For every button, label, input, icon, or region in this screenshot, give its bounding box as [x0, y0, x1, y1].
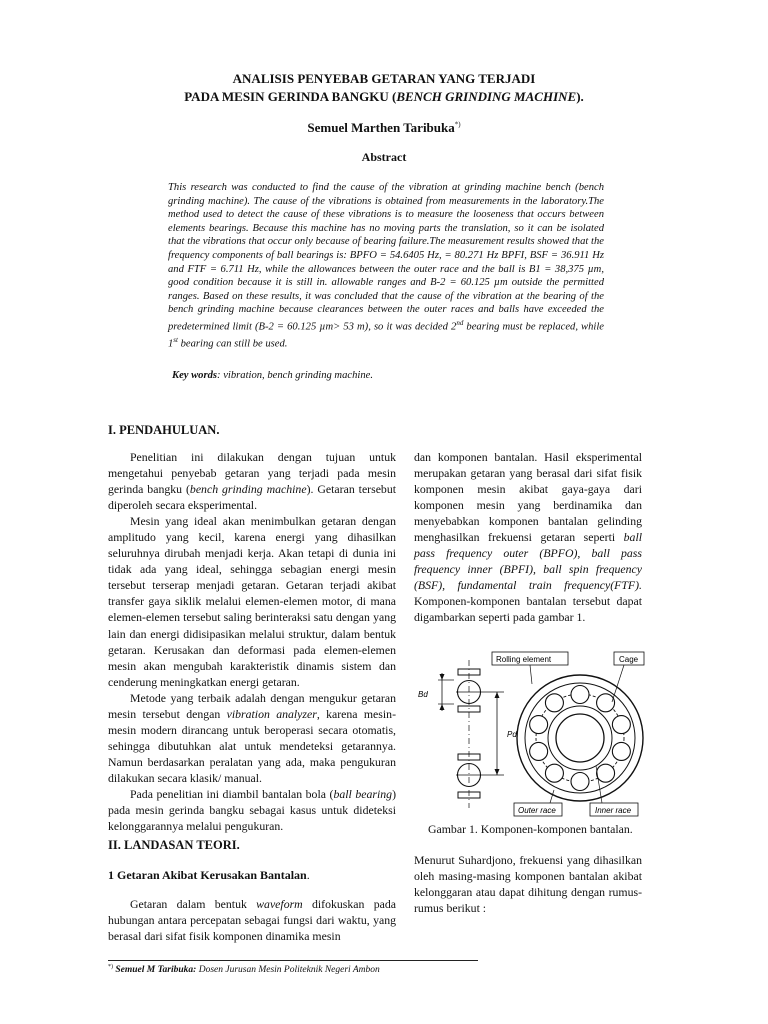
footnote-affiliation: Dosen Jurusan Mesin Politeknik Negeri Ambon: [196, 965, 380, 976]
title-line-1: ANALISIS PENYEBAB GETARAN YANG TERJADI: [232, 71, 536, 86]
paragraph: Penelitian ini dilakukan dengan tujuan untuk mengetahui penyebab getaran yang terjadi pada mesin gerinda bangku (bench grinding machine). Getaran tersebut diperoleh secara eksperimental.: [108, 450, 397, 513]
footnote-rule: [108, 960, 478, 961]
figure-caption: Gambar 1. Komponen-komponen bantalan.: [428, 822, 633, 836]
inner-race-outer-edge: [548, 706, 612, 770]
right-column-body-2: [414, 852, 642, 916]
left-column-body-2: [108, 896, 396, 944]
title-line-2: PADA MESIN GERINDA BANGKU (BENCH GRINDING MACHINE).: [184, 89, 584, 104]
rolling-element-label: Rolling element: [496, 655, 552, 664]
paragraph: Getaran dalam bentuk waveform difokuskan pada hubungan antara percepatan sebagai fungsi dari waktu, yang berasal dari sifat fisik komponen dinamika mesin: [108, 897, 396, 944]
rolling-element-ball: [530, 742, 548, 760]
abstract-text: This research was conducted to find the cause of the vibration at grinding machine bench (bench grinding machine). The cause of the vibrations is obtained from measurements in the laboratory.The method used to detect the cause of these vibrations is to measure the looseness that occurs between elements bearings. Because this machine has no moving parts the translation, so it can be isolated that the vibrations that occur only because of bearing failure.The measurement results showed that the frequency components of ball bearings is: BPFO = 54.6405 Hz, = 80.271 Hz BPFI, BSF = 36.911 Hz and FTF = 6.711 Hz, while the allowances between the outer race and the ball is B1 = 38,375 µm, good condition because it is still in. allowable ranges and B-2 = 60.125 µm outside the permitted ranges. Based on these results, it was concluded that the cause of the vibration at the bearing of the bench grinding machine because clearances between the outer races and balls have exceeded the predetermined limit (B-2 = 60.125 µm> 53 m), so it was decided 2nd bearing must be replaced, while 1st bearing can still be used.: [168, 182, 605, 350]
right-column-body: [414, 449, 642, 626]
author-name: Semuel Marthen Taribuka: [307, 120, 455, 135]
rolling-element-ball: [597, 764, 615, 782]
left-column-body: [108, 449, 396, 834]
rolling-elements: [530, 686, 631, 791]
paragraph: Menurut Suhardjono, frekuensi yang dihasilkan oleh masing-masing komponen bantalan akibat kelonggaran atau dapat dihitung dengan rumus-rumus berikut :: [414, 853, 642, 916]
keywords-text: : vibration, bench grinding machine.: [217, 370, 373, 381]
section-heading-pendahuluan: I. PENDAHULUAN.: [108, 423, 220, 437]
rolling-element-ball: [530, 716, 548, 734]
paragraph: Pada penelitian ini diambil bantalan bola (ball bearing) pada mesin gerinda bangku sebagai kasus untuk dideteksi kelonggarannya melalui pengukuran.: [108, 786, 396, 834]
rolling-element-ball: [571, 686, 589, 704]
pd-label: Pd: [507, 730, 517, 739]
outer-race-label: Outer race: [518, 806, 556, 815]
bearing-diagram: [412, 648, 648, 818]
section-heading-landasan-teori: II. LANDASAN TEORI.: [108, 838, 240, 852]
rolling-element-ball: [571, 773, 589, 791]
paragraph: dan komponen bantalan. Hasil eksperimental merupakan getaran yang berasal dari sifat fisik komponen mesin akibat gaya-gaya dari komponen mesin yang berdinamika dan menyebabkan komponen bantalan gelinding menghasilkan frekuensi getaran seperti ball pass frequency outer (BPFO), ball pass frequency inner (BPFI), ball spin frequency (BSF), fundamental train frequency(FTF). Komponen-komponen bantalan tersebut dapat digambarkan seperti pada gambar 1.: [414, 450, 642, 625]
cage-label: Cage: [619, 655, 639, 664]
inner-race-label: Inner race: [595, 806, 632, 815]
inner-race-bore: [556, 714, 604, 762]
subsection-heading: 1 Getaran Akibat Kerusakan Bantalan.: [108, 868, 310, 882]
footnote: *) Semuel M Taribuka: Dosen Jurusan Mesin Politeknik Negeri Ambon: [108, 964, 380, 976]
author-line: [0, 120, 768, 136]
paragraph: Mesin yang ideal akan menimbulkan getaran dengan amplitudo yang kecil, karena energi yang dihasilkan seluruhnya dirubah menjadi kerja. Akan tetapi di dunia ini tidak ada yang ideal, sehingga sebagian energi mesin tersebut terserap menjadi getaran. Getaran terjadi akibat transfer gaya siklik melalui elemen-elemen motor, di mana elemen-elemen tersebut saling berinteraksi satu dengan yang lain dan energi didisipasikan melalui struktur, dalam bentuk getaran. Kerusakan dan deformasi pada elemen-elemen mesin akan mengubah karakteristik dinamis sistem dan cenderung meningkatkan energi getaran.: [108, 514, 396, 689]
rolling-element-ball: [545, 694, 563, 712]
author-mark: *): [454, 120, 461, 129]
rolling-element-ball: [545, 764, 563, 782]
rolling-element-ball: [597, 694, 615, 712]
footnote-author: Semuel M Taribuka:: [115, 965, 197, 976]
keywords: [172, 370, 602, 381]
bd-label: Bd: [418, 690, 428, 699]
abstract-heading: Abstract: [361, 150, 407, 164]
rolling-element-ball: [612, 742, 630, 760]
paper-title: [0, 70, 768, 106]
paragraph: Metode yang terbaik adalah dengan mengukur getaran mesin tersebut dengan vibration analyzer, karena mesin-mesin modern dirancang untuk beroperasi secara otomatis, sehingga dibutuhkan alat untuk mendeteksi getarannya. Namun berdasarkan peralatan yang ada, maka pengukuran dilakukan secara klasik/ manual.: [108, 690, 396, 785]
rolling-element-ball: [612, 716, 630, 734]
keywords-label: Key words: [172, 370, 218, 381]
